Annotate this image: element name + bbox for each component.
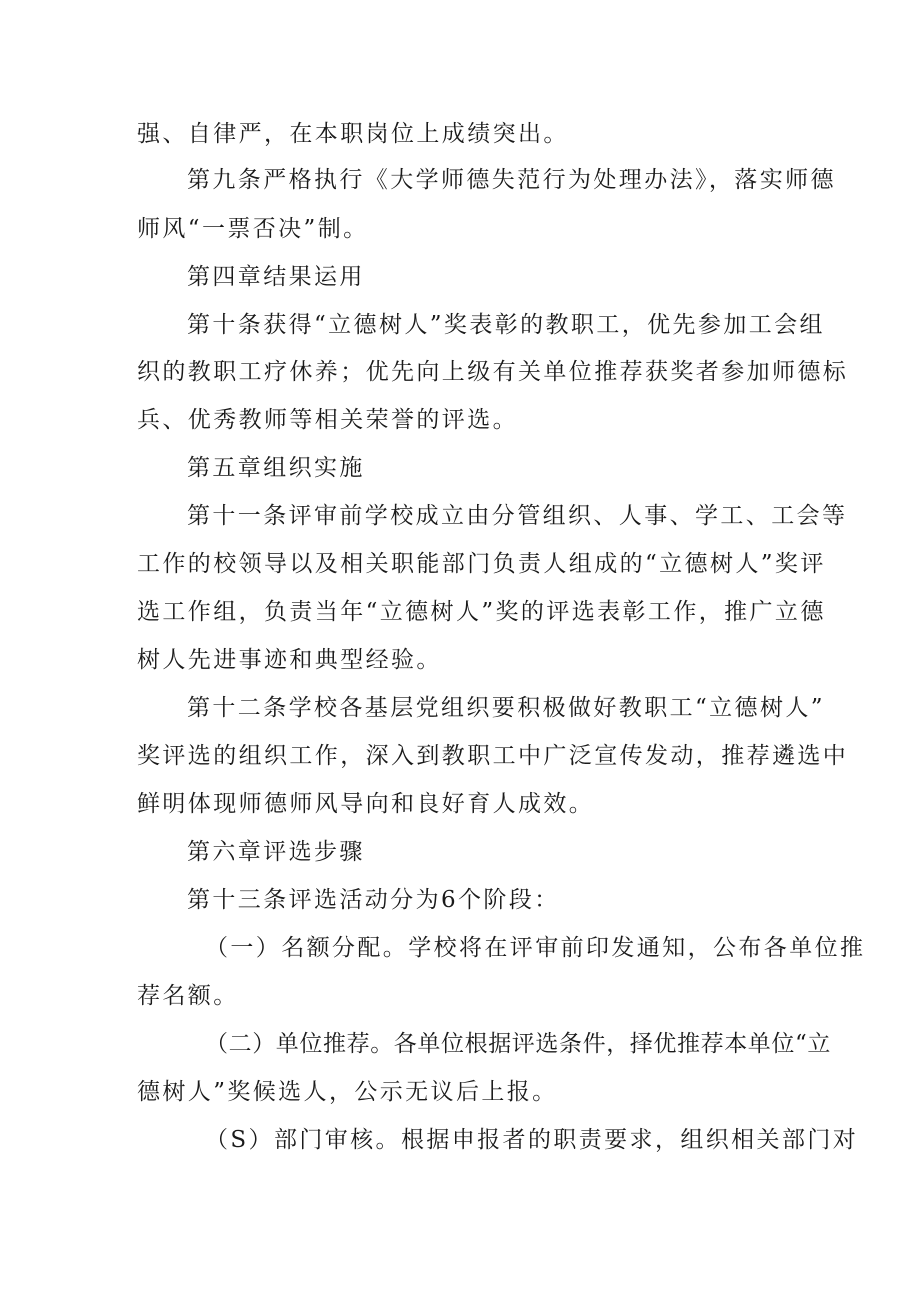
text-line: 荐名额。	[137, 983, 239, 1009]
step-1-line: （一）名额分配。学校将在评审前印发通知，公布各单位推	[205, 935, 866, 961]
text-line: 鲜明体现师德师风导向和良好育人成效。	[137, 791, 595, 817]
text-line: 德树人”奖候选人，公示无议后上报。	[137, 1079, 558, 1105]
step-2-line: （二）单位推荐。各单位根据评选条件，择优推荐本单位“立	[205, 1031, 831, 1057]
text-line: 选工作组，负责当年“立德树人”奖的评选表彰工作，推广立德	[137, 599, 826, 625]
chapter-5-heading: 第五章组织实施	[187, 455, 365, 481]
step-3-line: （S）部门审核。根据申报者的职责要求，组织相关部门对	[205, 1127, 859, 1153]
chapter-6-heading: 第六章评选步骤	[187, 839, 365, 865]
text-line: 奖评选的组织工作，深入到教职工中广泛宣传发动，推荐遴选中	[137, 743, 849, 769]
text-line: 强、自律严，在本职岗位上成绩突出。	[137, 121, 569, 147]
text-line: 师风“一票否决”制。	[137, 216, 369, 242]
article-10-line: 第十条获得“立德树人”奖表彰的教职工，优先参加工会组	[187, 312, 825, 338]
article-11-line: 第十一条评审前学校成立由分管组织、人事、学工、工会等	[187, 503, 848, 529]
article-9-line: 第九条严格执行《大学师德失范行为处理办法》，落实师德	[187, 167, 836, 193]
text-line: 树人先进事迹和典型经验。	[137, 647, 442, 673]
chapter-4-heading: 第四章结果运用	[187, 264, 365, 290]
text-line: 兵、优秀教师等相关荣誉的评选。	[137, 407, 518, 433]
article-13-line: 第十三条评选活动分为6个阶段：	[187, 887, 560, 913]
article-12-line: 第十二条学校各基层党组织要积极做好教职工“立德树人”	[187, 695, 825, 721]
text-line: 工作的校领导以及相关职能部门负责人组成的“立德树人”奖评	[137, 551, 826, 577]
text-line: 织的教职工疗休养；优先向上级有关单位推荐获奖者参加师德标	[137, 359, 849, 385]
